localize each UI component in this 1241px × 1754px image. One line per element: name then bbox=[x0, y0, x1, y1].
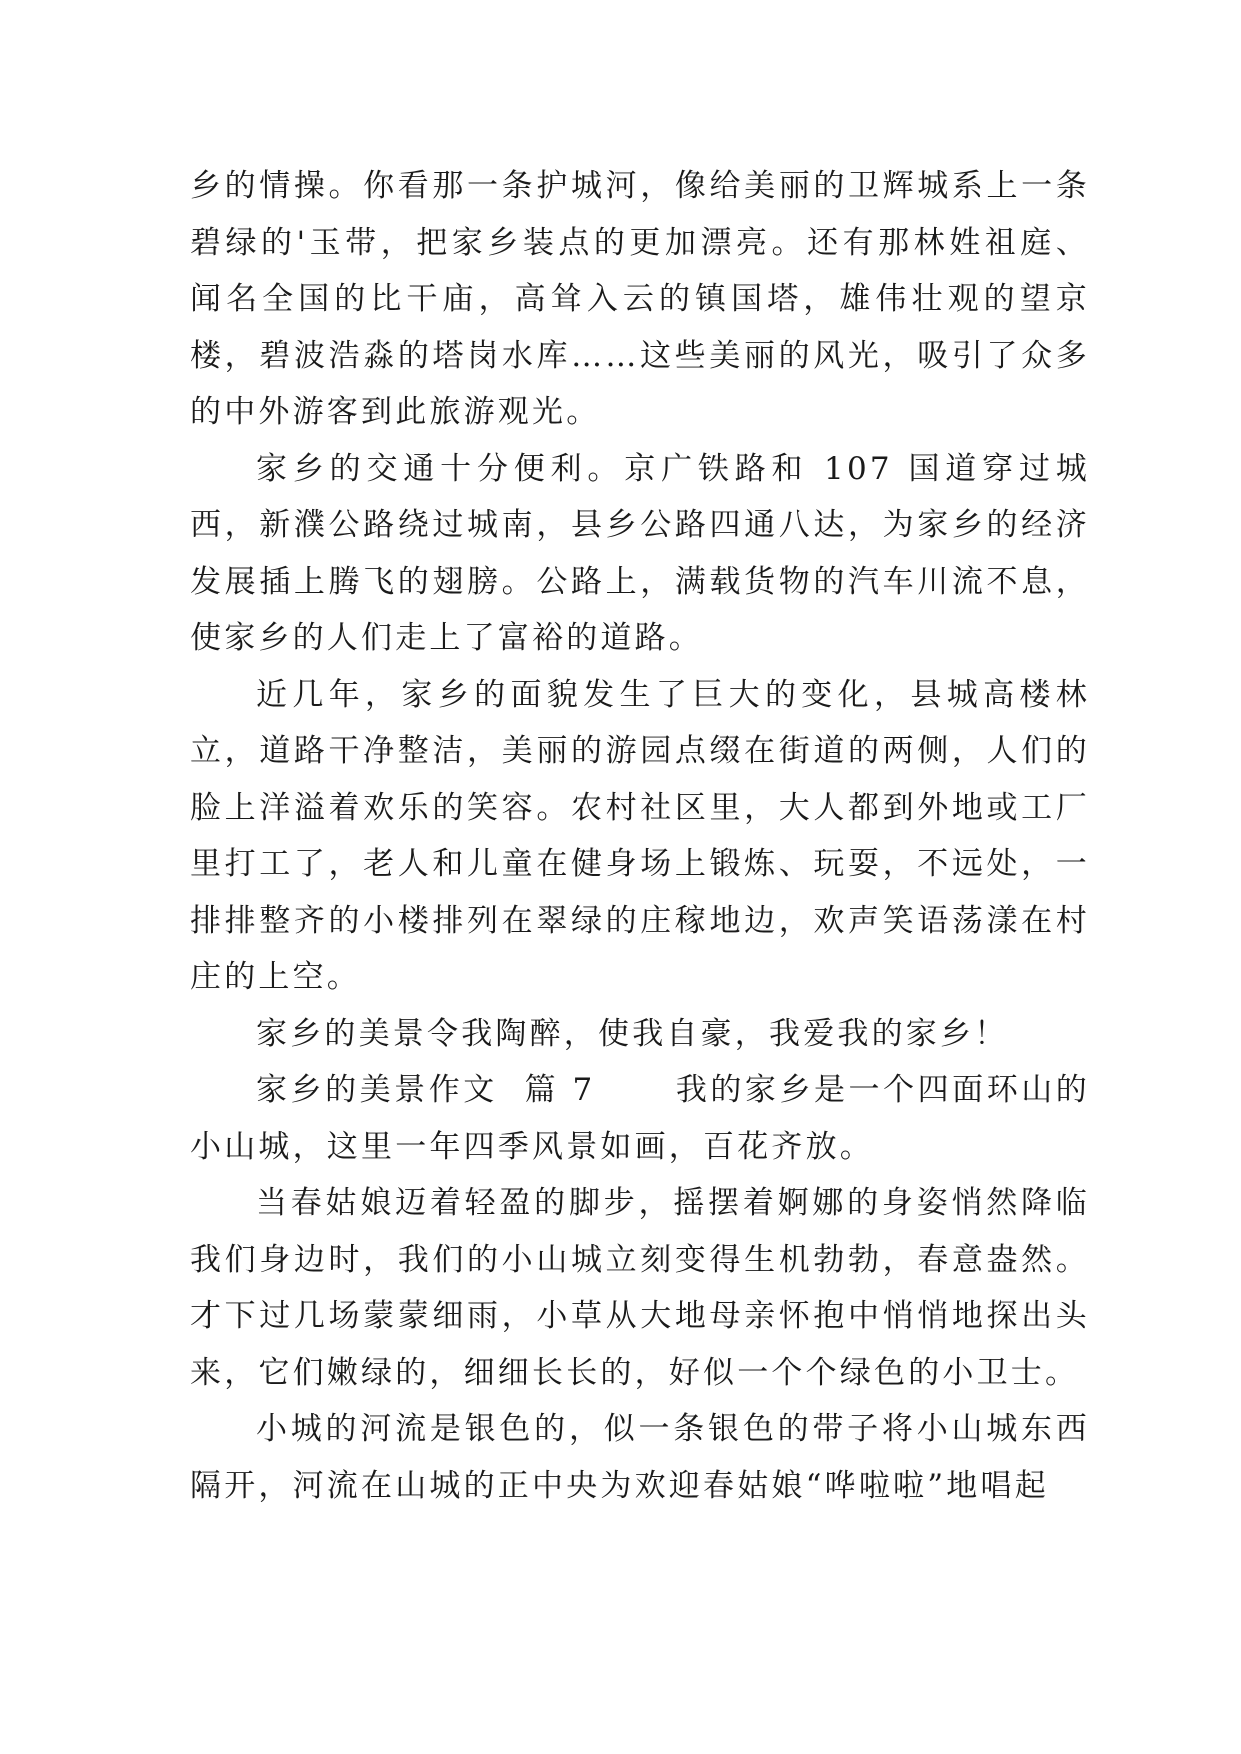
document-body bbox=[190, 158, 1090, 1514]
paragraph-1: 乡的情操。你看那一条护城河，像给美丽的卫辉城系上一条碧绿的'玉带，把家乡装点的更加漂亮。还有那林姓祖庭、闻名全国的比干庙，高耸入云的镇国塔，雄伟壮观的望京楼，碧波浩淼的塔岗水库……这些美丽的风光，吸引了众多的中外游客到此旅游观光。 bbox=[190, 168, 1090, 430]
paragraph-5-section-heading: 家乡的美景作文 篇 7 我的家乡是一个四面环山的小山城，这里一年四季风景如画，百花齐放。 bbox=[190, 1072, 1090, 1165]
paragraph-3: 近几年，家乡的面貌发生了巨大的变化，县城高楼林立，道路干净整洁，美丽的游园点缀在街道的两侧，人们的脸上洋溢着欢乐的笑容。农村社区里，大人都到外地或工厂里打工了，老人和儿童在健身场上锻炼、玩耍，不远处，一排排整齐的小楼排列在翠绿的庄稼地边，欢声笑语荡漾在村庄的上空。 bbox=[190, 676, 1090, 995]
paragraph-6: 当春姑娘迈着轻盈的脚步，摇摆着婀娜的身姿悄然降临我们身边时，我们的小山城立刻变得生机勃勃，春意盎然。才下过几场蒙蒙细雨，小草从大地母亲怀抱中悄悄地探出头来，它们嫩绿的，细细长长的，好似一个个绿色的小卫士。 bbox=[190, 1185, 1090, 1391]
paragraph-7: 小城的河流是银色的，似一条银色的带子将小山城东西隔开，河流在山城的正中央为欢迎春姑娘“哗啦啦”地唱起 bbox=[190, 1411, 1090, 1504]
paragraph-4: 家乡的美景令我陶醉，使我自豪，我爱我的家乡！ bbox=[256, 1015, 1009, 1052]
paragraph-2: 家乡的交通十分便利。京广铁路和 107 国道穿过城西，新濮公路绕过城南，县乡公路四通八达，为家乡的经济发展插上腾飞的翅膀。公路上，满载货物的汽车川流不息，使家乡的人们走上了富裕的道路。 bbox=[190, 450, 1090, 656]
